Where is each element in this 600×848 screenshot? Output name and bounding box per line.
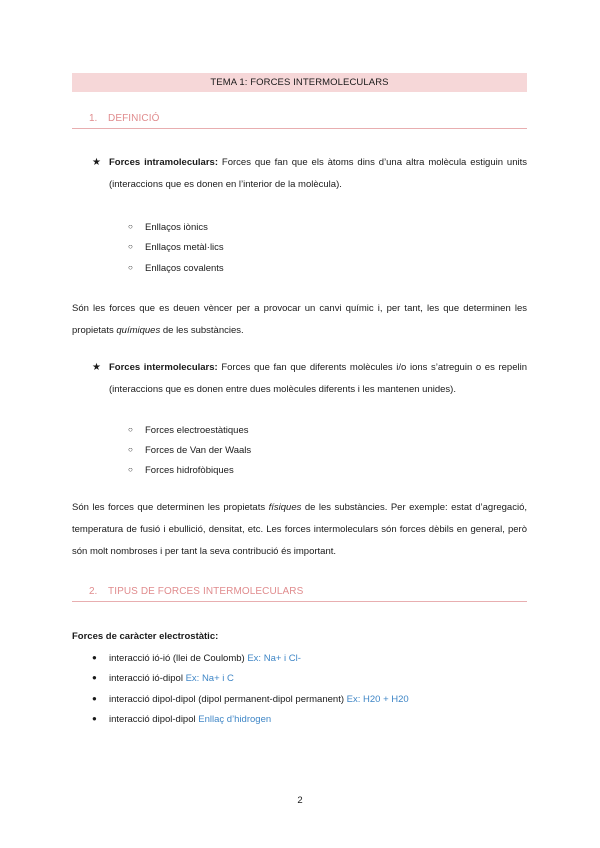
section-number: 1. <box>89 113 98 124</box>
list-item-label: Forces de Van der Waals <box>145 445 252 456</box>
intramolecular-text <box>109 152 527 196</box>
intermolecular-definition <box>92 357 527 401</box>
example-text: Enllaç d’hidrogen <box>198 714 272 725</box>
document-title: TEMA 1: FORCES INTERMOLECULARS <box>72 73 527 92</box>
emphasis-quimiques: químiques <box>116 325 161 336</box>
page-number: 2 <box>297 795 303 806</box>
dot-bullet-icon: ● <box>92 673 97 682</box>
electrostatic-forces-label: Forces de caràcter electrostàtic: <box>72 631 219 642</box>
list-item-label: Forces electroestàtiques <box>145 425 249 436</box>
paragraph-text: de les substàncies. <box>160 325 244 336</box>
paragraph-text: Són les forces que es deuen vèncer per a provocar un canvi químic i, per tant, les que determinen les propietats <box>72 303 527 336</box>
intramolecular-definition <box>92 152 527 196</box>
list-item-label: Enllaços metàl·lics <box>145 242 224 253</box>
list-item-label: interacció dipol-dipol <box>109 714 199 725</box>
intermolecular-description: Forces que fan que diferents molècules i/o ions s’atreguin o es repelin (interaccions que es donen entre dues molècules diferents i les mantenen unides). <box>109 362 527 395</box>
list-item <box>92 671 234 686</box>
list-item-label: Enllaços covalents <box>145 263 224 274</box>
star-bullet-icon: ★ <box>92 362 101 373</box>
list-item-label: interacció ió-dipol <box>109 673 186 684</box>
circle-bullet-icon: ○ <box>128 465 133 474</box>
paragraph-text: Són les forces que determinen les propietats <box>72 502 269 513</box>
section-heading-tipus <box>72 583 527 602</box>
circle-bullet-icon: ○ <box>128 263 133 272</box>
list-item <box>128 463 234 478</box>
paragraph-chemical-properties <box>72 298 527 342</box>
list-item <box>128 261 224 276</box>
term-intramolecular: Forces intramoleculars: <box>109 157 218 168</box>
list-item-label: Forces hidrofòbiques <box>145 465 234 476</box>
dot-bullet-icon: ● <box>92 694 97 703</box>
section-label: TIPUS DE FORCES INTERMOLECULARS <box>108 586 304 597</box>
list-item-label: Enllaços iònics <box>145 222 208 233</box>
emphasis-fisiques: físiques <box>268 502 302 513</box>
dot-bullet-icon: ● <box>92 714 97 723</box>
paragraph-text: de les substàncies. Per exemple: estat d’agregació, temperatura de fusió i ebullició, densitat, etc. Les forces intermoleculars són forces dèbils en general, però són molt nombroses i per tant la seva contribució és important. <box>72 502 527 557</box>
dot-bullet-icon: ● <box>92 653 97 662</box>
list-item-label: interacció dipol-dipol (dipol permanent-dipol permanent) <box>109 694 347 705</box>
section-heading-definicio <box>72 110 527 129</box>
list-item <box>92 712 271 727</box>
list-item <box>128 240 224 255</box>
intramolecular-description: Forces que fan que els àtoms dins d’una altra molècula estiguin units (interaccions que es donen en l’interior de la molècula). <box>109 157 527 190</box>
section-label: DEFINICIÓ <box>108 113 160 124</box>
example-text: Ex: H20 + H20 <box>346 694 409 705</box>
circle-bullet-icon: ○ <box>128 425 133 434</box>
circle-bullet-icon: ○ <box>128 242 133 251</box>
section-number: 2. <box>89 586 98 597</box>
list-item <box>92 651 301 666</box>
star-bullet-icon: ★ <box>92 157 101 168</box>
list-item <box>128 220 208 235</box>
example-text: Ex: Na+ i Cl- <box>247 653 301 664</box>
list-item <box>92 692 409 707</box>
list-item <box>128 423 249 438</box>
list-item-label: interacció ió-ió (llei de Coulomb) <box>109 653 248 664</box>
circle-bullet-icon: ○ <box>128 445 133 454</box>
list-item <box>128 443 251 458</box>
example-text: Ex: Na+ i C <box>185 673 234 684</box>
term-intermolecular: Forces intermoleculars: <box>109 362 218 373</box>
paragraph-physical-properties <box>72 497 527 563</box>
intermolecular-text <box>109 357 527 401</box>
circle-bullet-icon: ○ <box>128 222 133 231</box>
